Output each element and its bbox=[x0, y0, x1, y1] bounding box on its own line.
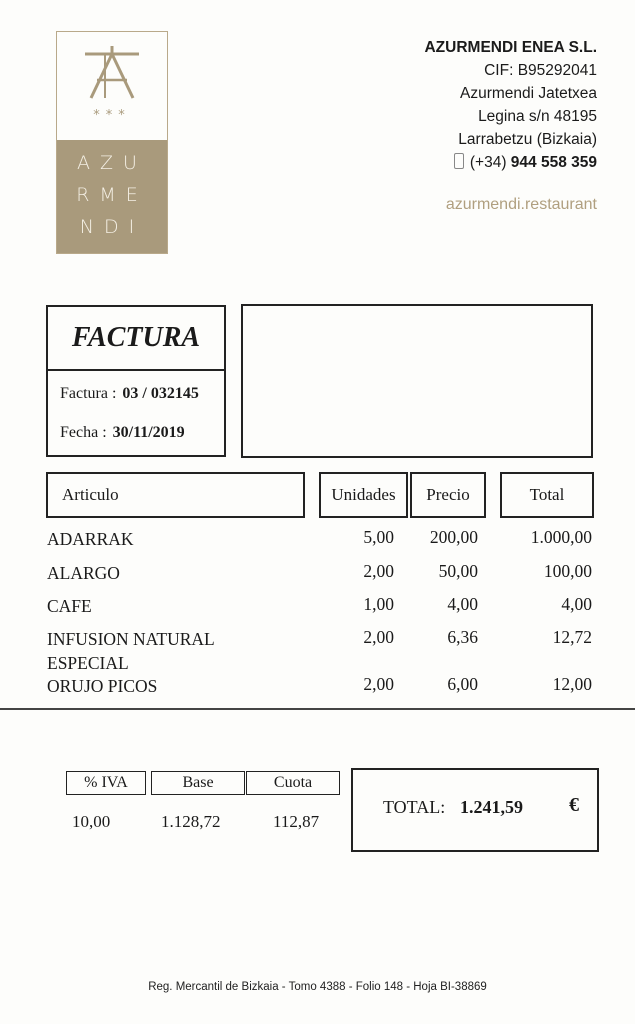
invoice-date-label: Fecha : bbox=[60, 424, 107, 441]
company-cif: CIF: B95292041 bbox=[484, 62, 597, 79]
phone-icon bbox=[454, 153, 464, 169]
row-total: 4,00 bbox=[561, 594, 592, 614]
currency-symbol: € bbox=[569, 794, 579, 816]
client-box bbox=[241, 304, 593, 458]
row-description: ALARGO bbox=[47, 563, 120, 583]
row-description: INFUSION NATURAL bbox=[47, 629, 215, 649]
header-price: Precio bbox=[410, 472, 486, 518]
divider bbox=[0, 708, 635, 710]
logo-stars: *** bbox=[93, 108, 131, 123]
tax-header-cuota: Cuota bbox=[246, 771, 340, 795]
total-value: 1.241,59 bbox=[460, 797, 523, 817]
invoice-number-label: Factura : bbox=[60, 385, 117, 402]
header-units: Unidades bbox=[319, 472, 408, 518]
invoice-meta bbox=[46, 369, 226, 457]
company-website[interactable]: azurmendi.restaurant bbox=[445, 196, 597, 213]
row-total: 12,72 bbox=[552, 627, 592, 647]
invoice-number: 03 / 032145 bbox=[122, 385, 199, 402]
tax-base-value: 1.128,72 bbox=[161, 812, 221, 831]
logo-wordmark bbox=[57, 140, 167, 253]
company-trade-name: Azurmendi Jatetxea bbox=[460, 85, 597, 102]
row-units: 2,00 bbox=[363, 627, 394, 647]
registry-footer: Reg. Mercantil de Bizkaia - Tomo 4388 - Folio 148 - Hoja BI-38869 bbox=[148, 981, 487, 993]
company-address: Legina s/n 48195 bbox=[478, 108, 597, 125]
row-total: 12,00 bbox=[552, 674, 592, 694]
tax-cuota-value: 112,87 bbox=[273, 812, 320, 831]
row-description: ORUJO PICOS bbox=[47, 676, 158, 696]
row-price: 6,00 bbox=[447, 674, 478, 694]
row-price: 4,00 bbox=[447, 594, 478, 614]
row-units: 2,00 bbox=[363, 561, 394, 581]
logo-line-1: AZU bbox=[77, 152, 147, 174]
header-total: Total bbox=[500, 472, 594, 518]
tax-header-base: Base bbox=[151, 771, 245, 795]
logo-mark-icon bbox=[57, 32, 167, 112]
company-city: Larrabetzu (Bizkaia) bbox=[458, 131, 597, 148]
row-total: 100,00 bbox=[543, 561, 592, 581]
company-phone bbox=[424, 151, 597, 174]
tax-iva-value: 10,00 bbox=[72, 812, 111, 831]
total-label: TOTAL: bbox=[383, 797, 446, 817]
row-units: 2,00 bbox=[363, 674, 394, 694]
row-price: 200,00 bbox=[429, 527, 478, 547]
tax-header-iva: % IVA bbox=[66, 771, 146, 795]
row-description-line2: ESPECIAL bbox=[47, 653, 129, 673]
row-price: 6,36 bbox=[447, 627, 478, 647]
company-logo bbox=[56, 31, 168, 254]
logo-line-3: NDI bbox=[79, 216, 145, 238]
row-units: 5,00 bbox=[363, 527, 394, 547]
row-description: CAFE bbox=[47, 596, 92, 616]
phone-number: 944 558 359 bbox=[510, 154, 597, 171]
company-name: AZURMENDI ENEA S.L. bbox=[424, 39, 597, 56]
row-units: 1,00 bbox=[363, 594, 394, 614]
row-total: 1.000,00 bbox=[530, 527, 592, 547]
logo-line-2: RME bbox=[76, 184, 148, 206]
invoice-date-row bbox=[60, 424, 185, 442]
company-info bbox=[424, 36, 597, 174]
invoice-number-row bbox=[60, 385, 199, 403]
invoice-date: 30/11/2019 bbox=[112, 424, 185, 441]
row-price: 50,00 bbox=[438, 561, 478, 581]
header-article: Articulo bbox=[46, 472, 305, 518]
phone-prefix: (+34) bbox=[469, 154, 507, 171]
invoice-title: FACTURA bbox=[46, 305, 226, 371]
row-description: ADARRAK bbox=[47, 529, 134, 549]
